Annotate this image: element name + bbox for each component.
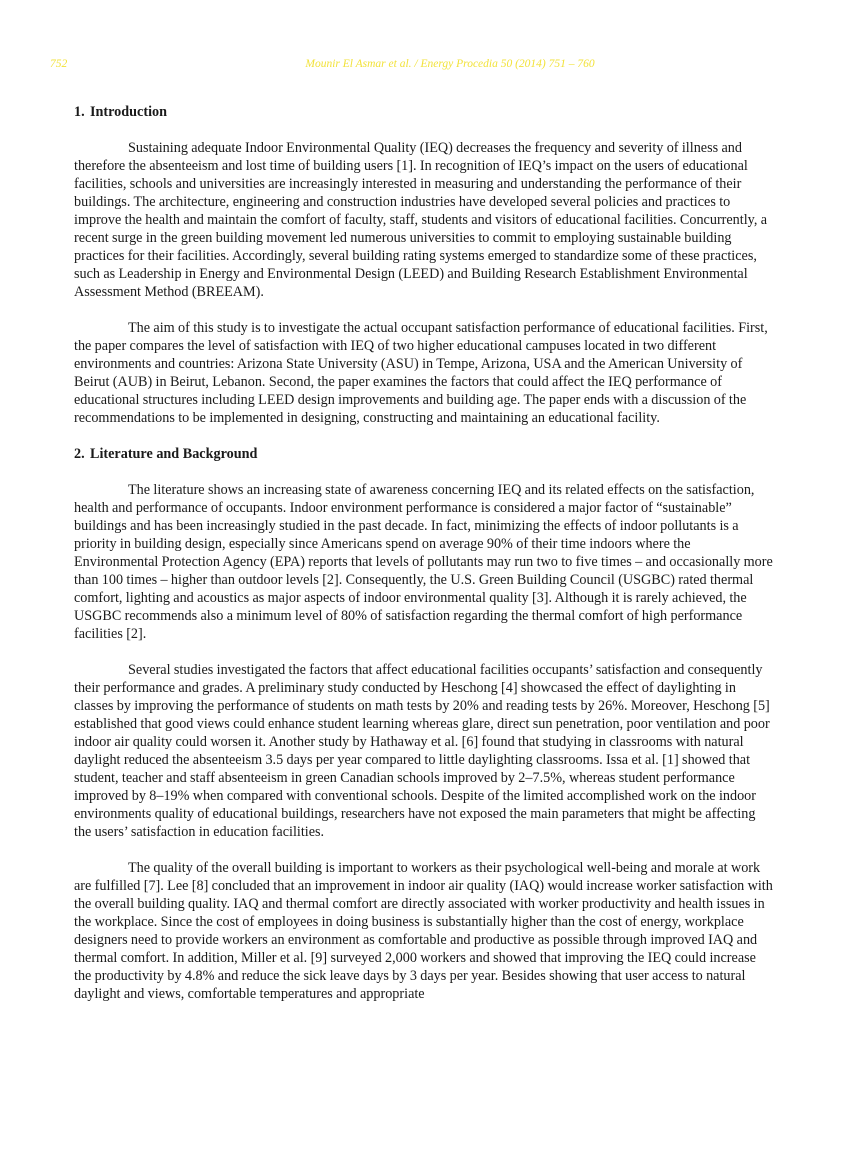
paragraph: Sustaining adequate Indoor Environmental Quality (IEQ) decreases the frequency and severity of illness and therefore the absenteeism and lost time of building users [1]. In recognition of IEQ’s impact on the users of educational facilities, schools and universities are increasingly interested in measuring and understanding the performance of their buildings. The architecture, engineering and construction industries have developed several policies and practices to improve the health and maintain the comfort of faculty, staff, students and visitors of educational facilities. Concurrently, a recent surge in the green building movement led numerous universities to commit to employing sustainable building practices for their facilities. Accordingly, several building rating systems emerged to standardize some of these practices, such as Leadership in Energy and Environmental Design (LEED) and Building Research Establishment Environmental Assessment Method (BREEAM). [74, 140, 768, 300]
paragraph: The aim of this study is to investigate the actual occupant satisfaction performance of educational facilities. First, the paper compares the level of satisfaction with IEQ of two higher educational campuses located in two different environments and countries: Arizona State University (ASU) in Tempe, Arizona, USA and the American University of Beirut (AUB) in Beirut, Lebanon. Second, the paper examines the factors that could affect the IEQ performance of educational structures including LEED design improvements and building age. The paper ends with a discussion of the recommendations to be implemented in designing, constructing and maintaining an educational facility. [74, 320, 768, 426]
paragraph: The quality of the overall building is important to workers as their psychological well-being and morale at work are fulfilled [7]. Lee [8] concluded that an improvement in indoor air quality (IAQ) would increase worker satisfaction with the overall building quality. IAQ and thermal comfort are directly associated with worker productivity and health issues in the workplace. Since the cost of employees in doing business is substantially higher than the cost of energy, workplace designers need to provide workers an environment as comfortable and productive as possible through improved IAQ and thermal comfort. In addition, Miller et al. [9] surveyed 2,000 workers and showed that improving the IEQ could increase the productivity by 4.8% and reduce the sick leave days by 3 days per year. Besides showing that user access to natural daylight and views, comfortable temperatures and appropriate [74, 860, 773, 1002]
section-title: Literature and Background [90, 446, 258, 462]
section-heading-literature [74, 445, 774, 463]
paragraph: The literature shows an increasing state of awareness concerning IEQ and its related effects on the satisfaction, health and performance of occupants. Indoor environment performance is considered a major factor of “sustainable” buildings and has been increasingly studied in the past decade. In fact, minimizing the effects of indoor pollutants is a priority in building design, especially since Americans spend on average 90% of their time indoors where the Environmental Protection Agency (EPA) reports that levels of pollutants may run two to five times – and occasionally more than 100 times – higher than outdoor levels [2]. Consequently, the U.S. Green Building Council (USGBC) rated thermal comfort, lighting and acoustics as major aspects of indoor environmental quality [3]. Although it is rarely achieved, the USGBC recommends also a minimum level of 80% of satisfaction regarding the thermal comfort of high performance facilities [2]. [74, 482, 773, 642]
page-number: 752 [50, 58, 68, 70]
section-title: Introduction [90, 104, 167, 120]
section-heading-introduction [74, 103, 774, 121]
section-number: 1. [74, 104, 85, 120]
running-header [0, 58, 846, 74]
article-body [74, 103, 774, 1021]
journal-reference: Mounir El Asmar et al. / Energy Procedia 50 (2014) 751 – 760 [305, 58, 595, 70]
paragraph: Several studies investigated the factors that affect educational facilities occupants’ satisfaction and consequently their performance and grades. A preliminary study conducted by Heschong [4] showcased the effect of daylighting in classes by improving the performance of students on math tests by 20% and reading tests by 26%. Moreover, Heschong [5] established that good views could enhance student learning whereas glare, direct sun penetration, poor ventilation and poor indoor air quality could worsen it. Another study by Hathaway et al. [6] found that studying in classrooms with natural daylight reduced the absenteeism 3.5 days per year compared to little daylighting classrooms. Issa et al. [1] showed that student, teacher and staff absenteeism in green Canadian schools improved by 2–7.5%, whereas student performance improved by 8–19% when compared with conventional schools. Despite of the limited accomplished work on the indoor environments quality of educational buildings, researchers have not exposed the main parameters that might be affecting the users’ satisfaction in education facilities. [74, 662, 770, 840]
section-number: 2. [74, 446, 85, 462]
